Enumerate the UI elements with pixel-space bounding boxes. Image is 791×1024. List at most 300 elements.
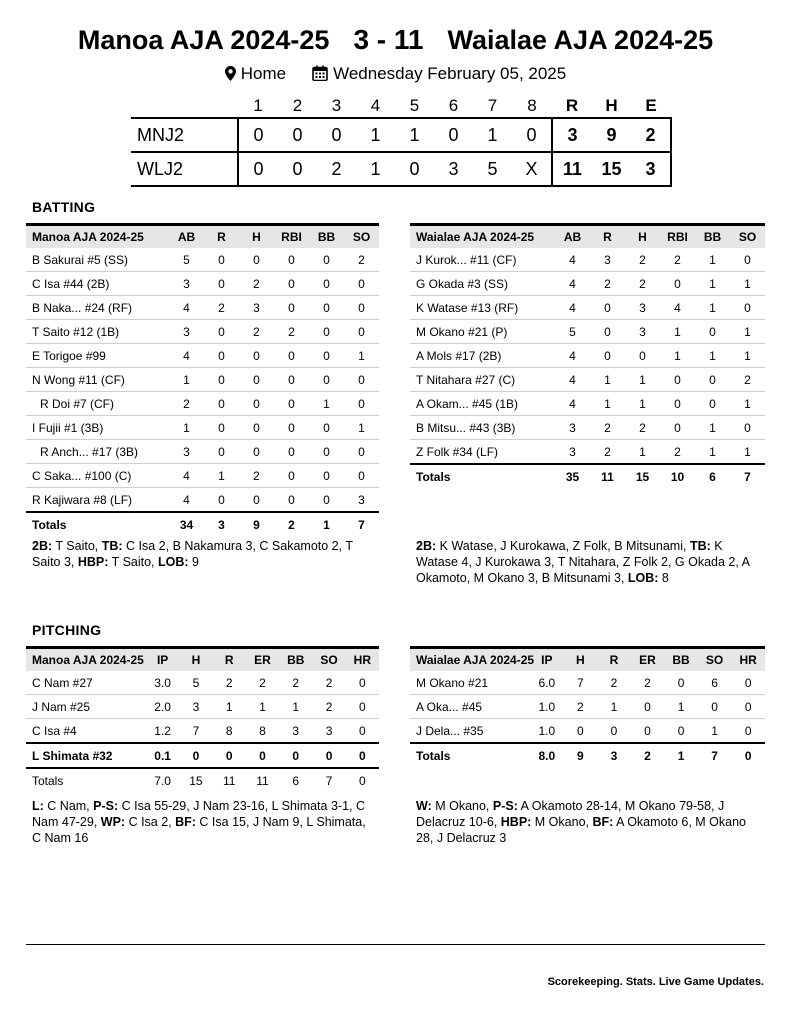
- hits-header: H: [605, 96, 618, 115]
- stat-cell: 2: [239, 272, 274, 296]
- stat-cell: 0: [204, 368, 239, 392]
- stat-cell: 5: [169, 248, 204, 272]
- stat-cell: 0: [309, 296, 344, 320]
- stat-cell: 1: [309, 392, 344, 416]
- stat-cell: 3: [344, 488, 379, 513]
- stat-cell: 3: [555, 416, 590, 440]
- player-name: N Wong #11 (CF): [26, 368, 169, 392]
- stat-cell: 0: [590, 296, 625, 320]
- stat-cell: 0: [204, 272, 239, 296]
- stat-cell: 0: [625, 344, 660, 368]
- batting-notes-home: [416, 538, 766, 586]
- stat-cell: 1: [730, 272, 765, 296]
- header-row: [410, 225, 765, 249]
- team-header: Waialae AJA 2024-25: [410, 225, 555, 249]
- stat-cell: 2: [660, 248, 695, 272]
- note-text: C Isa 2, B Nakamura 3, C Sakamoto 2, T Saito 3,: [32, 539, 353, 569]
- stat-cell: 5: [179, 671, 212, 695]
- inning-runs: 0: [409, 158, 420, 179]
- stat-cell: 2: [625, 248, 660, 272]
- totals-label: Totals: [26, 512, 169, 536]
- stat-cell: 2: [730, 368, 765, 392]
- stat-header: H: [625, 225, 660, 249]
- stat-cell: 0: [631, 695, 665, 719]
- stat-cell: 0: [309, 416, 344, 440]
- stat-cell: 0: [698, 695, 732, 719]
- stat-cell: 1: [660, 320, 695, 344]
- calendar-icon: [312, 65, 328, 86]
- inning-runs: 0: [292, 158, 303, 179]
- stat-cell: 0: [664, 671, 698, 695]
- header-row: [410, 648, 765, 672]
- stat-cell: 0: [695, 392, 730, 416]
- table-body: [26, 671, 379, 792]
- stat-cell: 2: [213, 671, 246, 695]
- stat-header: SO: [698, 648, 732, 672]
- player-name: C Nam #27: [26, 671, 146, 695]
- stat-header: AB: [169, 225, 204, 249]
- inning-runs: 1: [370, 158, 381, 179]
- inning-runs: 5: [487, 158, 498, 179]
- stat-cell: 0: [344, 464, 379, 488]
- note-label: P-S:: [93, 799, 119, 813]
- player-name: L Shimata #32: [26, 743, 146, 768]
- stat-cell: 4: [169, 488, 204, 513]
- stat-cell: 1: [625, 392, 660, 416]
- stat-cell: 1: [344, 344, 379, 368]
- team-header: Waialae AJA 2024-25: [410, 648, 530, 672]
- stat-cell: 1: [279, 695, 312, 719]
- stat-cell: 0: [204, 488, 239, 513]
- stat-header: H: [564, 648, 598, 672]
- pitching-notes-home: [416, 798, 766, 846]
- stat-cell: 1: [590, 368, 625, 392]
- totals-row: [26, 512, 379, 536]
- line-team-abbr: MNJ2: [137, 124, 185, 145]
- total-hits: 15: [601, 158, 622, 179]
- note-text: M Okano,: [431, 799, 493, 813]
- note-label: BF:: [175, 815, 196, 829]
- note-text: A Okamoto 6, M Okano 28, J Delacruz 3: [416, 815, 746, 845]
- player-name: M Okano #21: [410, 671, 530, 695]
- inning-runs: 0: [238, 118, 278, 152]
- player-name: I Fujii #1 (3B): [26, 416, 169, 440]
- stat-header: ER: [246, 648, 279, 672]
- total-cell: 11: [213, 768, 246, 792]
- stat-cell: 0: [309, 272, 344, 296]
- note-label: TB:: [689, 539, 711, 553]
- note-text: A Okamoto 28-14, M Okano 79-58, J Delacruz 10-6,: [416, 799, 725, 829]
- stat-cell: 2: [590, 272, 625, 296]
- stat-header: R: [590, 225, 625, 249]
- note-text: T Saito,: [108, 555, 159, 569]
- stat-cell: 1: [204, 464, 239, 488]
- stat-header: ER: [631, 648, 665, 672]
- stat-header: BB: [279, 648, 312, 672]
- stat-cell: 0: [731, 719, 765, 744]
- table-header: [26, 648, 379, 672]
- stat-cell: 0: [204, 392, 239, 416]
- stat-cell: 3: [279, 719, 312, 744]
- stat-cell: 2: [597, 671, 631, 695]
- note-label: LOB:: [158, 555, 189, 569]
- table-row: [410, 392, 765, 416]
- note-text: M Okano,: [531, 815, 593, 829]
- stat-header: RBI: [660, 225, 695, 249]
- line-score-corner: [131, 95, 238, 118]
- stat-cell: 2: [564, 695, 598, 719]
- team-header: Manoa AJA 2024-25: [26, 648, 146, 672]
- stat-cell: 1: [590, 392, 625, 416]
- stat-cell: 0: [590, 344, 625, 368]
- stat-cell: 1: [213, 695, 246, 719]
- stat-cell: 0: [664, 719, 698, 744]
- stat-cell: 2: [590, 440, 625, 465]
- stat-cell: 4: [555, 248, 590, 272]
- stat-header: RBI: [274, 225, 309, 249]
- stat-cell: 0: [274, 416, 309, 440]
- stat-cell: 4: [555, 368, 590, 392]
- stat-cell: 0: [309, 368, 344, 392]
- stat-cell: 0: [204, 248, 239, 272]
- stat-header: SO: [344, 225, 379, 249]
- inning-header: 5: [409, 96, 420, 115]
- stat-cell: 3: [179, 695, 212, 719]
- map-pin-icon: [225, 66, 236, 86]
- stat-cell: 0: [660, 368, 695, 392]
- table-body: [410, 671, 765, 767]
- stat-cell: 1.0: [530, 695, 564, 719]
- inning-runs: 1: [487, 124, 498, 145]
- table-row: [410, 248, 765, 272]
- pitching-notes-away: [32, 798, 377, 846]
- stat-cell: 0: [274, 488, 309, 513]
- stat-cell: 0: [274, 368, 309, 392]
- stat-cell: 0: [730, 416, 765, 440]
- stat-cell: 1: [660, 344, 695, 368]
- stat-cell: 0: [312, 743, 345, 768]
- stat-cell: 1: [344, 416, 379, 440]
- stat-cell: 0: [204, 440, 239, 464]
- stat-cell: 3.0: [146, 671, 179, 695]
- table-row: [26, 743, 379, 768]
- total-runs: 3: [552, 118, 592, 152]
- table-row: [410, 320, 765, 344]
- stat-cell: 0: [309, 440, 344, 464]
- stat-header: BB: [695, 225, 730, 249]
- player-name: B Sakurai #5 (SS): [26, 248, 169, 272]
- footer-tagline: Scorekeeping. Stats. Live Game Updates.: [547, 976, 764, 988]
- total-cell: 0: [346, 768, 379, 792]
- note-label: P-S:: [492, 799, 518, 813]
- player-name: B Mitsu... #43 (3B): [410, 416, 555, 440]
- inning-header: 1: [253, 96, 263, 115]
- totals-row: [410, 464, 765, 488]
- stat-cell: 0: [213, 743, 246, 768]
- stat-cell: 1: [730, 344, 765, 368]
- table-row: [26, 368, 379, 392]
- table-row: [26, 464, 379, 488]
- stat-cell: 1: [695, 272, 730, 296]
- total-cell: 10: [660, 464, 695, 488]
- stat-cell: 1: [625, 368, 660, 392]
- player-name: G Okada #3 (SS): [410, 272, 555, 296]
- note-text: C Isa 2,: [125, 815, 176, 829]
- location-text: Home: [240, 64, 287, 83]
- note-text: T Saito,: [52, 539, 102, 553]
- total-hits: 9: [606, 124, 617, 145]
- stat-cell: 0: [239, 368, 274, 392]
- total-cell: 1: [664, 743, 698, 767]
- table-row: [410, 296, 765, 320]
- stat-cell: 0: [239, 488, 274, 513]
- stat-cell: 0.1: [146, 743, 179, 768]
- stat-cell: 0: [274, 248, 309, 272]
- note-label: HBP:: [77, 555, 109, 569]
- table-header: [26, 225, 379, 249]
- stat-header: R: [204, 225, 239, 249]
- stat-cell: 5: [555, 320, 590, 344]
- stat-cell: 0: [590, 320, 625, 344]
- stat-header: IP: [146, 648, 179, 672]
- player-name: M Okano #21 (P): [410, 320, 555, 344]
- player-name: J Nam #25: [26, 695, 146, 719]
- stat-cell: 0: [631, 719, 665, 744]
- player-name: B Naka... #24 (RF): [26, 296, 169, 320]
- stat-cell: 0: [239, 248, 274, 272]
- stat-header: BB: [664, 648, 698, 672]
- stat-cell: 2: [312, 695, 345, 719]
- stat-cell: 0: [274, 344, 309, 368]
- stat-header: BB: [309, 225, 344, 249]
- stat-cell: 0: [344, 320, 379, 344]
- note-label: BF:: [592, 815, 614, 829]
- stat-cell: 4: [169, 344, 204, 368]
- stat-cell: 0: [309, 248, 344, 272]
- note-label: L:: [32, 799, 44, 813]
- table-row: [26, 248, 379, 272]
- stat-cell: 3: [239, 296, 274, 320]
- note-label: 2B:: [32, 539, 53, 553]
- stat-cell: 7: [179, 719, 212, 744]
- stat-cell: 2: [625, 416, 660, 440]
- stat-cell: 1: [730, 320, 765, 344]
- table-row: [26, 416, 379, 440]
- stat-cell: 3: [169, 272, 204, 296]
- stat-cell: 2: [274, 320, 309, 344]
- inning-header: 4: [370, 96, 381, 115]
- stat-cell: 0: [309, 320, 344, 344]
- note-label: TB:: [101, 539, 123, 553]
- total-cell: 9: [239, 512, 274, 536]
- stat-cell: 1.2: [146, 719, 179, 744]
- inning-runs: 0: [526, 124, 537, 145]
- stat-cell: 3: [169, 440, 204, 464]
- totals-label: Totals: [26, 768, 146, 792]
- note-text: K Watase, J Kurokawa, Z Folk, B Mitsunami,: [436, 539, 690, 553]
- inning-runs: X: [525, 158, 538, 179]
- total-cell: 2: [274, 512, 309, 536]
- player-name: T Saito #12 (1B): [26, 320, 169, 344]
- table-row: [410, 272, 765, 296]
- stat-cell: 0: [279, 743, 312, 768]
- player-name: R Doi #7 (CF): [26, 392, 169, 416]
- stat-cell: 8: [246, 719, 279, 744]
- stat-cell: 0: [597, 719, 631, 744]
- total-cell: 35: [555, 464, 590, 488]
- stat-cell: 0: [274, 392, 309, 416]
- stat-cell: 4: [169, 296, 204, 320]
- stat-cell: 3: [625, 320, 660, 344]
- batting-table-home: [410, 223, 765, 488]
- stat-header: SO: [730, 225, 765, 249]
- stat-cell: 0: [274, 464, 309, 488]
- stat-cell: 4: [555, 344, 590, 368]
- stat-cell: 0: [346, 671, 379, 695]
- total-cell: 1: [309, 512, 344, 536]
- total-cell: 2: [631, 743, 665, 767]
- total-cell: 7.0: [146, 768, 179, 792]
- inning-runs: 1: [370, 124, 381, 145]
- note-text: C Isa 55-29, J Nam 23-16, L Shimata 3-1, C Nam 47-29,: [32, 799, 365, 829]
- stat-cell: 4: [660, 296, 695, 320]
- table-body: [410, 248, 765, 488]
- note-label: LOB:: [627, 571, 659, 585]
- stat-cell: 0: [204, 416, 239, 440]
- stat-cell: 0: [246, 743, 279, 768]
- total-cell: 3: [204, 512, 239, 536]
- total-cell: 15: [179, 768, 212, 792]
- batting-section-label: BATTING: [32, 199, 96, 215]
- stat-cell: 0: [239, 392, 274, 416]
- stat-cell: 0: [695, 368, 730, 392]
- inning-runs: 0: [448, 124, 459, 145]
- date-text: Wednesday February 05, 2025: [333, 64, 567, 83]
- player-name: C Saka... #100 (C): [26, 464, 169, 488]
- inning-header: 7: [487, 96, 498, 115]
- stat-cell: 0: [204, 344, 239, 368]
- stat-cell: 0: [730, 296, 765, 320]
- total-cell: 7: [312, 768, 345, 792]
- total-cell: 34: [169, 512, 204, 536]
- player-name: Z Folk #34 (LF): [410, 440, 555, 465]
- line-score: [131, 95, 672, 187]
- table-row: [26, 440, 379, 464]
- total-runs: 11: [552, 152, 592, 186]
- stat-cell: 1.0: [530, 719, 564, 744]
- pitching-table-home: [410, 646, 765, 767]
- stat-cell: 2: [660, 440, 695, 465]
- inning-runs: 0: [292, 124, 303, 145]
- stat-cell: 1: [695, 416, 730, 440]
- stat-cell: 2: [279, 671, 312, 695]
- stat-cell: 1: [730, 392, 765, 416]
- note-text: 8: [658, 571, 669, 585]
- stat-cell: 2: [246, 671, 279, 695]
- batting-notes-away: [32, 538, 377, 570]
- table-row: [410, 440, 765, 465]
- stat-cell: 3: [590, 248, 625, 272]
- total-cell: 9: [564, 743, 598, 767]
- stat-cell: 0: [239, 344, 274, 368]
- stat-cell: 2: [590, 416, 625, 440]
- table-header: [410, 225, 765, 249]
- stat-header: R: [597, 648, 631, 672]
- player-name: J Kurok... #11 (CF): [410, 248, 555, 272]
- stat-cell: 0: [344, 368, 379, 392]
- total-cell: 15: [625, 464, 660, 488]
- game-title: [0, 24, 791, 56]
- stat-cell: 1: [695, 248, 730, 272]
- note-label: WP:: [100, 815, 126, 829]
- stat-cell: 0: [274, 440, 309, 464]
- table-body: [26, 248, 379, 536]
- errors-header: E: [645, 96, 657, 115]
- table-row: [410, 344, 765, 368]
- pitching-table-away: [26, 646, 379, 792]
- totals-label: Totals: [410, 464, 555, 488]
- stat-cell: 0: [344, 440, 379, 464]
- stat-cell: 3: [169, 320, 204, 344]
- stat-cell: 1: [695, 344, 730, 368]
- stat-cell: 0: [239, 440, 274, 464]
- line-team-abbr: WLJ2: [137, 158, 184, 179]
- stat-cell: 0: [346, 695, 379, 719]
- stat-cell: 1: [664, 695, 698, 719]
- table-row: [26, 344, 379, 368]
- table-row: [410, 368, 765, 392]
- stat-cell: 2: [169, 392, 204, 416]
- table-row: [410, 671, 765, 695]
- stat-cell: 0: [564, 719, 598, 744]
- stat-cell: 2: [631, 671, 665, 695]
- pitching-section-label: PITCHING: [32, 622, 102, 638]
- stat-cell: 0: [660, 416, 695, 440]
- stat-header: HR: [731, 648, 765, 672]
- stat-cell: 0: [346, 743, 379, 768]
- total-cell: 8.0: [530, 743, 564, 767]
- stat-cell: 0: [731, 695, 765, 719]
- stat-cell: 2: [204, 296, 239, 320]
- stat-header: R: [213, 648, 246, 672]
- stat-header: H: [239, 225, 274, 249]
- player-name: J Dela... #35: [410, 719, 530, 744]
- stat-cell: 0: [239, 416, 274, 440]
- stat-cell: 2: [625, 272, 660, 296]
- total-errors: 2: [631, 118, 671, 152]
- total-cell: 0: [731, 743, 765, 767]
- table-row: [26, 719, 379, 744]
- note-text: K Watase 4, J Kurokawa 3, T Nitahara, Z Folk 2, G Okada 2, A Okamoto, M Okano 3, B Mitsunami 3,: [416, 539, 750, 585]
- stat-cell: 1: [698, 719, 732, 744]
- stat-cell: 0: [344, 296, 379, 320]
- stat-cell: 0: [346, 719, 379, 744]
- stat-cell: 1: [246, 695, 279, 719]
- batting-table-away: [26, 223, 379, 536]
- stat-cell: 0: [660, 272, 695, 296]
- stat-cell: 2: [239, 464, 274, 488]
- table-row: [26, 392, 379, 416]
- stat-cell: 0: [179, 743, 212, 768]
- stat-cell: 7: [564, 671, 598, 695]
- table-row: [26, 488, 379, 513]
- stat-cell: 2: [312, 671, 345, 695]
- stat-cell: 8: [213, 719, 246, 744]
- stat-cell: 0: [344, 392, 379, 416]
- total-cell: 7: [730, 464, 765, 488]
- stat-cell: 1: [169, 368, 204, 392]
- stat-cell: 3: [625, 296, 660, 320]
